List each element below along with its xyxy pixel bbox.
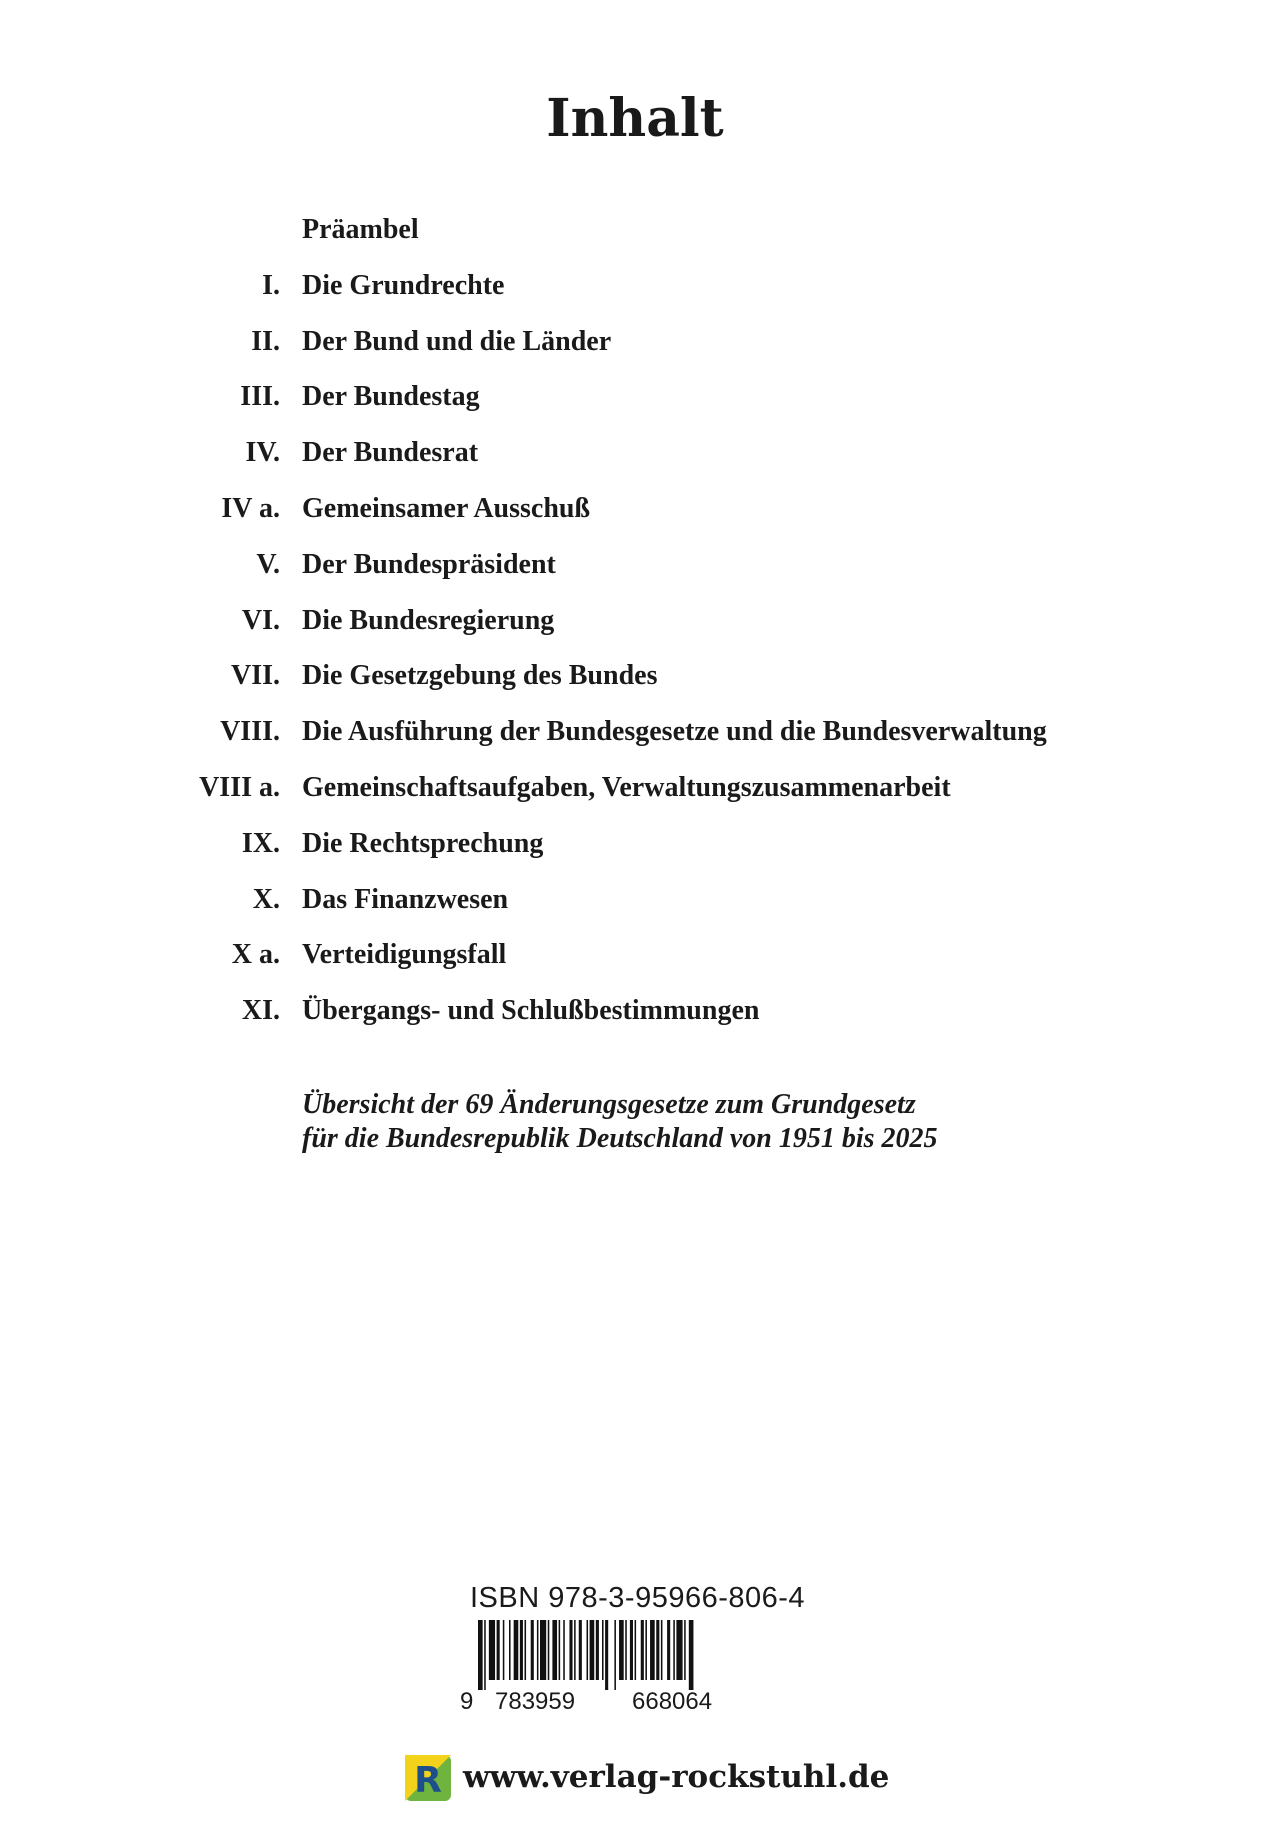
barcode-digits-left: 783959 xyxy=(495,1688,576,1715)
barcode-bar xyxy=(667,1620,670,1680)
toc-label: Verteidigungsfall xyxy=(302,939,507,971)
toc-number: X. xyxy=(252,883,280,915)
toc-row xyxy=(0,545,1270,585)
barcode-icon xyxy=(478,1620,774,1690)
toc-number: I. xyxy=(262,269,280,301)
toc-number: X a. xyxy=(231,939,280,971)
toc-label: Das Finanzwesen xyxy=(302,883,509,915)
barcode-bar xyxy=(625,1620,627,1680)
barcode-bar xyxy=(635,1620,637,1680)
barcode-bar xyxy=(503,1620,505,1680)
barcode-bar xyxy=(656,1620,659,1680)
toc-number: IV a. xyxy=(221,493,280,524)
toc-row xyxy=(0,601,1270,641)
barcode-bar xyxy=(484,1620,486,1690)
barcode-bar xyxy=(684,1620,686,1680)
toc-label: Übergangs- und Schlußbestimmungen xyxy=(302,995,760,1027)
toc-label: Der Bundesrat xyxy=(302,437,479,469)
toc-row xyxy=(0,489,1270,529)
toc-row xyxy=(0,377,1270,417)
barcode-bar xyxy=(645,1620,647,1680)
barcode-bar xyxy=(661,1620,663,1680)
toc-label: Die Ausführung der Bundesgesetze und die Bundesverwaltung xyxy=(302,716,1047,748)
toc-row xyxy=(0,712,1270,752)
toc-label: Präambel xyxy=(302,214,419,245)
barcode-bar xyxy=(478,1620,483,1690)
publisher-url-link[interactable]: www.verlag-rockstuhl.de xyxy=(463,1759,890,1795)
barcode-bar xyxy=(579,1620,582,1680)
barcode-bar xyxy=(509,1620,511,1680)
barcode-bar xyxy=(630,1620,633,1680)
barcode-bar xyxy=(605,1620,608,1690)
toc-row xyxy=(0,824,1270,864)
toc-row xyxy=(0,433,1270,473)
barcode-bar xyxy=(650,1620,655,1680)
toc-row xyxy=(0,210,1270,250)
barcode-bar xyxy=(548,1620,550,1680)
barcode-bar xyxy=(520,1620,523,1680)
barcode-bar xyxy=(619,1620,624,1680)
barcode-bar xyxy=(602,1620,604,1680)
toc-label: Die Rechtsprechung xyxy=(302,827,544,859)
toc-row xyxy=(0,935,1270,975)
barcode-bar xyxy=(540,1620,546,1680)
toc-number: VII. xyxy=(230,660,280,692)
toc-label: Gemeinschaftsaufgaben, Verwaltungszusammenarbeit xyxy=(302,772,951,803)
toc-number: III. xyxy=(240,381,280,413)
page-title: Inhalt xyxy=(546,88,724,149)
barcode-bar xyxy=(537,1620,539,1680)
barcode-bar xyxy=(574,1620,576,1680)
barcode-bar xyxy=(689,1620,694,1690)
toc-label: Der Bundespräsident xyxy=(302,548,556,580)
barcode-digits-right: 668064 xyxy=(632,1688,713,1715)
toc-row xyxy=(0,656,1270,696)
toc-number: VIII. xyxy=(220,716,280,748)
toc-label: Der Bund und die Länder xyxy=(302,325,612,357)
toc-label: Die Bundesregierung xyxy=(302,604,555,636)
publisher-logo-icon xyxy=(405,1755,451,1801)
barcode-bar xyxy=(525,1620,527,1680)
barcode-bar xyxy=(489,1620,495,1680)
barcode-bar xyxy=(552,1620,557,1680)
toc-number: II. xyxy=(251,325,280,357)
toc-label: Der Bundestag xyxy=(302,381,480,413)
barcode-bar xyxy=(641,1620,644,1680)
toc-label: Die Gesetzgebung des Bundes xyxy=(302,660,658,692)
toc-number: IX. xyxy=(241,827,280,859)
toc-row xyxy=(0,322,1270,362)
barcode-bar xyxy=(676,1620,682,1680)
barcode-bar xyxy=(590,1620,595,1680)
barcode-bar xyxy=(514,1620,519,1680)
barcode-bar xyxy=(673,1620,675,1680)
toc-number: V. xyxy=(256,548,280,580)
publisher-logo-letter: R xyxy=(414,1760,442,1801)
toc-row xyxy=(0,768,1270,808)
barcode-bar xyxy=(569,1620,572,1680)
amendments-note xyxy=(302,1088,1202,1156)
toc-label: Die Grundrechte xyxy=(302,269,505,301)
toc-number: XI. xyxy=(241,995,280,1027)
toc-row xyxy=(0,991,1270,1031)
barcode-digit-first: 9 xyxy=(460,1688,474,1715)
amendments-note-line-1: Übersicht der 69 Änderungsgesetze zum Grundgesetz xyxy=(302,1089,916,1120)
isbn-text: ISBN 978-3-95966-806-4 xyxy=(470,1582,806,1614)
barcode-bar xyxy=(587,1620,589,1680)
amendments-note-line-2: für die Bundesrepublik Deutschland von 1951 bis 2025 xyxy=(302,1123,938,1154)
barcode-bar xyxy=(596,1620,599,1680)
barcode-bar xyxy=(614,1620,616,1690)
toc-row xyxy=(0,880,1270,920)
toc-number: VI. xyxy=(241,604,280,636)
toc-number: VIII a. xyxy=(199,772,280,803)
toc-number: IV. xyxy=(245,437,280,469)
barcode-bar xyxy=(559,1620,561,1680)
barcode-bar xyxy=(563,1620,565,1680)
toc-label: Gemeinsamer Ausschuß xyxy=(302,493,591,524)
toc-row xyxy=(0,266,1270,306)
barcode-bar xyxy=(531,1620,534,1680)
barcode-bar xyxy=(497,1620,500,1680)
